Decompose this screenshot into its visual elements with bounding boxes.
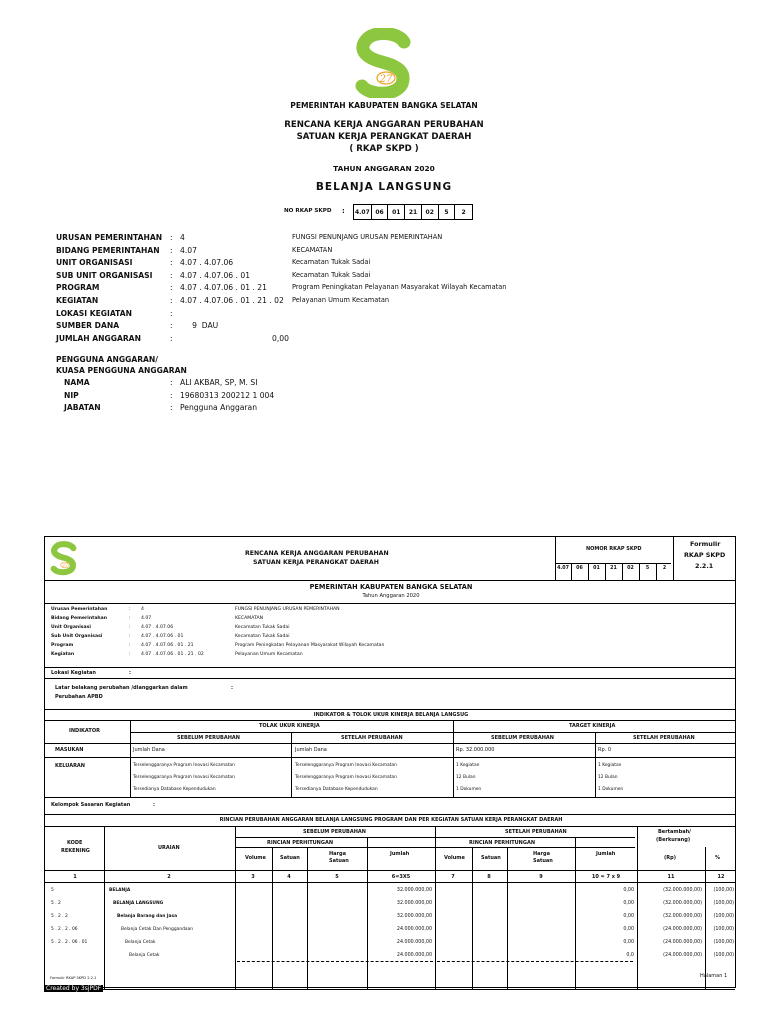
col-volume-2: Volume: [444, 855, 465, 861]
keluaran-sebelum: Tersedianya Database Kependudukan: [133, 787, 216, 792]
masukan-label: MASUKAN: [55, 747, 84, 753]
budget-row-selisih: (32.000.000,00): [663, 888, 702, 893]
col-jumlah-1: Jumlah: [390, 851, 410, 857]
pengguna-colon: :: [170, 403, 173, 412]
form-nomor-part: 01: [593, 566, 600, 571]
keluaran-target-setelah: 12 Bulan: [598, 775, 618, 780]
masukan-target-sebelum: Rp. 32.000.000: [456, 747, 495, 753]
formulir-label-3: 2.2.1: [695, 562, 714, 570]
form-title-2: SATUAN KERJA PERANGKAT DAERAH: [253, 559, 379, 566]
budget-row-uraian: Belanja Cetak: [129, 953, 160, 958]
emblem-number: 27: [379, 74, 393, 85]
column-number: 8: [487, 874, 491, 880]
budget-row-pct: (100,00): [713, 927, 734, 932]
form-nomor-part: 5: [645, 566, 650, 571]
budget-row-jumlah-setelah: 0,00: [623, 914, 634, 919]
cover-field-code: 4: [180, 233, 185, 242]
budget-row-jumlah-sebelum: 24.000.000,00: [396, 940, 432, 945]
col-setelah: SETELAH PERUBAHAN: [505, 829, 567, 835]
col-rp: (Rp): [664, 855, 676, 861]
form-field-label: Urusan Pemerintahan: [51, 607, 108, 612]
budget-row-pct: (100,00): [713, 888, 734, 893]
budget-row-jumlah-setelah: 0,0: [626, 953, 634, 958]
cover-field-label: LOKASI KEGIATAN: [56, 308, 132, 318]
form-nomor-part: 4.07: [557, 566, 569, 571]
keluaran-setelah: Terselenggaranya Program Inovasi Kecamatan: [295, 775, 397, 780]
keluaran-sebelum: Terselenggaranya Program Inovasi Kecamatan: [133, 775, 235, 780]
keluaran-setelah: Terselenggaranya Program Inovasi Kecamatan: [295, 763, 397, 768]
col-jumlah-2: Jumlah: [596, 851, 616, 857]
form-gov-name: PEMERINTAH KABUPATEN BANGKA SELATAN: [309, 583, 473, 591]
pengguna-value: Pengguna Anggaran: [180, 403, 258, 412]
lokasi-colon: :: [129, 670, 131, 676]
footer-left: Formulir RKAP SKPD 2.2.1: [50, 976, 97, 980]
form-field-label: Program: [51, 643, 74, 648]
keluaran-target-sebelum: 1 Dokumen: [456, 787, 482, 792]
jumlah-anggaran-value: 0,00: [272, 333, 289, 343]
cover-gov-name: PEMERINTAH KABUPATEN BANGKA SELATAN: [290, 101, 478, 110]
cover-section: BELANJA LANGSUNG: [315, 181, 453, 193]
cover-title-2: SATUAN KERJA PERANGKAT DAERAH: [296, 132, 472, 142]
budget-row-uraian: BELANJA LANGSUNG: [113, 901, 164, 906]
budget-row-jumlah-setelah: 0,00: [623, 888, 634, 893]
no-rkap-part: 06: [372, 205, 389, 219]
dashed-separator: [437, 961, 633, 962]
latar-label-2: Perubahan APBD: [55, 694, 103, 700]
budget-row-kode: 5 . 2 . 2: [51, 914, 68, 919]
rincian-title: RINCIAN PERUBAHAN ANGGARAN BELANJA LANGSUNG PROGRAM DAN PER KEGIATAN SATUAN KERJA PERANGKAT DAERAH: [219, 817, 563, 823]
form-field-label: Unit Organisasi: [51, 625, 91, 630]
nomor-divider: [605, 563, 606, 580]
budget-row-jumlah-setelah: 0,00: [623, 940, 634, 945]
emblem-logo-icon: [352, 28, 416, 98]
latar-colon: :: [231, 685, 233, 691]
col-harga-2a: Harga: [533, 851, 550, 857]
pengguna-title-1: PENGGUNA ANGGARAN/: [56, 355, 159, 364]
pengguna-label: JABATAN: [64, 403, 101, 412]
column-number: 11: [667, 874, 675, 880]
form-field-code: 4: [141, 607, 144, 612]
cover-field-label: SUMBER DANA: [56, 321, 120, 331]
cover-field-colon: :: [170, 283, 173, 293]
budget-row-kode: 5 . 2 . 2 . 06 . 01: [51, 940, 88, 945]
col-volume-1: Volume: [245, 855, 266, 861]
no-rkap-boxes: [353, 204, 473, 220]
col-uraian: URAIAN: [158, 845, 180, 851]
cover-field-desc: Pelayanan Umum Kecamatan: [292, 296, 390, 304]
formulir-label-1: Formulir: [690, 540, 721, 548]
form-field-colon: :: [129, 607, 131, 612]
budget-row-pct: (100,00): [713, 953, 734, 958]
col-bertambah-1: Bertambah/: [658, 829, 691, 835]
kelompok-label: Kelompok Sasaran Kegiatan: [51, 802, 131, 808]
pengguna-label: NIP: [64, 390, 79, 400]
cover-field-label: KEGIATAN: [56, 296, 99, 305]
form-field-colon: :: [129, 616, 131, 621]
keluaran-sebelum: Terselenggaranya Program Inovasi Kecamatan: [133, 763, 235, 768]
form-nomor-part: 06: [576, 566, 583, 571]
budget-row-pct: (100,00): [713, 940, 734, 945]
tolok-setelah-header: SETELAH PERUBAHAN: [341, 735, 403, 741]
cover-field-label: BIDANG PEMERINTAHAN: [56, 245, 160, 255]
masukan-sebelum: Jumlah Dana: [133, 747, 165, 753]
cover-field-colon: :: [170, 258, 173, 268]
pengguna-title-2: KUASA PENGGUNA ANGGARAN: [56, 366, 187, 375]
keluaran-label: KELUARAN: [55, 763, 85, 769]
form-field-desc: Program Peningkatan Pelayanan Masyarakat Wilayah Kecamatan: [235, 643, 385, 648]
column-number: 4: [287, 874, 291, 880]
column-number: 12: [717, 874, 725, 880]
budget-row-jumlah-sebelum: 24.000.000,00: [396, 927, 432, 932]
cover-field-code: 4.07 . 4.07.06 . 01: [180, 270, 251, 280]
budget-row-pct: (100,00): [713, 914, 734, 919]
cover-field-label: URUSAN PEMERINTAHAN: [56, 233, 163, 242]
budget-row-selisih: (32.000.000,00): [663, 901, 702, 906]
form-field-label: Sub Unit Organisasi: [51, 634, 103, 639]
nomor-divider: [588, 563, 589, 580]
no-rkap-part: 5: [439, 205, 456, 219]
keluaran-target-sebelum: 1 Kegiatan: [456, 763, 480, 768]
lokasi-label: Lokasi Kegiatan: [51, 670, 96, 676]
col-rincian-sebelum: RINCIAN PERHITUNGAN: [267, 840, 334, 846]
cover-field-desc: Kecamatan Tukak Sadai: [292, 258, 371, 267]
cover-field-label: SUB UNIT ORGANISASI: [56, 270, 153, 280]
cover-field-colon: :: [170, 233, 173, 242]
form-field-code: 4.07: [141, 616, 152, 621]
cover-year: TAHUN ANGGARAN 2020: [333, 164, 435, 173]
form-nomor-part: 21: [610, 566, 617, 571]
col-sebelum: SEBELUM PERUBAHAN: [303, 829, 366, 835]
form-field-code: 4.07 . 4.07.06 . 01 . 21 . 02: [141, 652, 204, 657]
cover-field-desc: Program Peningkatan Pelayanan Masyarakat Wilayah Kecamatan: [292, 283, 507, 292]
pengguna-label: NAMA: [64, 378, 90, 387]
form-title-1: RENCANA KERJA ANGGARAN PERUBAHAN: [245, 550, 389, 557]
pengguna-value: 19680313 200212 1 004: [180, 390, 275, 400]
no-rkap-part: 01: [388, 205, 405, 219]
indikator-header: INDIKATOR: [69, 728, 100, 734]
col-harga-2b: Satuan: [533, 858, 553, 864]
form-field-code: 4.07 . 4.07.06: [141, 625, 174, 630]
tolok-sebelum-header: SEBELUM PERUBAHAN: [177, 735, 240, 741]
budget-row-jumlah-sebelum: 24.000.000,00: [396, 953, 432, 958]
budget-row-jumlah-sebelum: 32.000.000,00: [396, 901, 432, 906]
cover-field-colon: :: [170, 333, 173, 343]
nomor-divider: [639, 563, 640, 580]
form-field-desc: Pelayanan Umum Kecamatan: [235, 652, 303, 657]
budget-row-selisih: (24.000.000,00): [663, 940, 702, 945]
column-number: 7: [451, 874, 455, 880]
form-logo-icon: [49, 539, 79, 577]
form-field-desc: KECAMATAN: [235, 616, 264, 621]
col-satuan-1: Satuan: [280, 855, 300, 861]
col-rincian-setelah: RINCIAN PERHITUNGAN: [469, 840, 536, 846]
cover-field-desc: Kecamatan Tukak Sadai: [292, 270, 371, 279]
budget-row-jumlah-sebelum: 32.000.000,00: [396, 888, 432, 893]
budget-row-jumlah-setelah: 0,00: [623, 901, 634, 906]
budget-row-selisih: (24.000.000,00): [663, 953, 702, 958]
cover-field-code: 4.07: [180, 245, 197, 255]
rkap-form: [44, 536, 736, 988]
budget-row-kode: 5: [51, 888, 54, 893]
nomor-divider: [571, 563, 572, 580]
cover-field-desc: KECAMATAN: [292, 245, 333, 254]
column-number: 9: [539, 874, 543, 880]
cover-field-colon: :: [170, 296, 173, 305]
form-field-colon: :: [129, 643, 131, 648]
col-kode-1: KODE: [67, 840, 83, 846]
formulir-label-2: RKAP SKPD: [684, 551, 726, 559]
target-header: TARGET KINERJA: [569, 723, 616, 729]
keluaran-target-sebelum: 12 Bulan: [456, 775, 476, 780]
cover-field-code: 4.07 . 4.07.06 . 01 . 21: [180, 283, 267, 293]
budget-row-uraian: BELANJA: [109, 888, 131, 893]
pengguna-colon: :: [170, 390, 173, 400]
dashed-separator: [237, 961, 433, 962]
tolok-header: TOLAK UKUR KINERJA: [259, 723, 320, 729]
nomor-divider: [622, 563, 623, 580]
form-field-label: Bidang Pemerintahan: [51, 616, 108, 621]
cover-title-1: RENCANA KERJA ANGGARAN PERUBAHAN: [284, 120, 484, 130]
pdf-stamp: Created by 3sjPDF: [46, 985, 102, 992]
no-rkap-part: 4.07: [354, 205, 372, 219]
cover-title-3: ( RKAP SKPD ): [349, 144, 419, 154]
col-pct: %: [715, 855, 721, 861]
budget-row-jumlah-setelah: 0,00: [623, 927, 634, 932]
column-number: 3: [251, 874, 255, 880]
keluaran-setelah: Tersedianya Database Kependudukan: [295, 787, 378, 792]
budget-row-selisih: (32.000.000,00): [663, 914, 702, 919]
target-setelah-header: SETELAH PERUBAHAN: [633, 735, 695, 741]
budget-row-kode: 5 . 2: [51, 901, 61, 906]
form-year: Tahun Anggaran 2020: [362, 593, 420, 599]
form-field-desc: Kecamatan Tukak Sadai: [235, 634, 290, 639]
footer-right: Halaman 1: [700, 973, 728, 979]
masukan-setelah: Jumlah Dana: [295, 747, 327, 753]
pengguna-value: ALI AKBAR, SP, M. SI: [180, 378, 258, 387]
cover-field-label: UNIT ORGANISASI: [56, 258, 133, 268]
cover-field-label: PROGRAM: [56, 283, 100, 293]
column-number: 10 = 7 x 9: [591, 874, 621, 880]
budget-row-uraian: Belanja Cetak: [125, 940, 156, 945]
cover-field-code: 4.07 . 4.07.06 . 01 . 21 . 02: [180, 296, 284, 305]
cover-field-colon: :: [170, 245, 173, 255]
pengguna-colon: :: [170, 378, 173, 387]
no-rkap-part: 2: [461, 208, 466, 216]
form-logo-number: 27: [61, 563, 68, 569]
column-number: 1: [73, 874, 77, 880]
cover-field-code: 9 DAU: [180, 321, 219, 331]
col-harga-1a: Harga: [329, 851, 346, 857]
form-field-label: Kegiatan: [51, 652, 75, 657]
cover-field-label: JUMLAH ANGGARAN: [56, 333, 141, 343]
form-nomor-label: NOMOR RKAP SKPD: [586, 546, 642, 552]
cover-field-desc: FUNGSI PENUNJANG URUSAN PEMERINTAHAN: [292, 233, 443, 241]
col-harga-1b: Satuan: [329, 858, 349, 864]
no-rkap-part: 21: [405, 205, 422, 219]
form-field-code: 4.07 . 4.07.06 . 01: [141, 634, 184, 639]
form-field-colon: :: [129, 625, 131, 630]
budget-row-jumlah-sebelum: 32.000.000,00: [396, 914, 432, 919]
form-nomor-part: 02: [627, 566, 634, 571]
no-rkap-part: 02: [422, 205, 439, 219]
column-number: 5: [335, 874, 339, 880]
form-field-colon: :: [129, 634, 131, 639]
budget-row-pct: (100,00): [713, 901, 734, 906]
col-kode-2: REKENING: [61, 848, 90, 854]
budget-row-kode: 5 . 2 . 2 . 06: [51, 927, 78, 932]
form-field-desc: Kecamatan Tukak Sadai: [235, 625, 290, 630]
form-field-colon: :: [129, 652, 131, 657]
keluaran-target-setelah: 1 Kegiatan: [598, 763, 622, 768]
column-number: 2: [167, 874, 171, 880]
cover-field-colon: :: [170, 270, 173, 280]
masukan-target-setelah: Rp. 0: [598, 747, 612, 753]
form-nomor-part: 2: [662, 566, 667, 571]
col-satuan-2: Satuan: [481, 855, 501, 861]
keluaran-target-setelah: 1 Dokumen: [598, 787, 624, 792]
budget-row-uraian: Belanja Cetak Dan Penggandaan: [121, 927, 194, 932]
cover-field-colon: :: [170, 308, 173, 318]
kelompok-colon: :: [153, 802, 155, 808]
column-number: 6=3X5: [391, 874, 411, 880]
indikator-title: INDIKATOR & TOLOK UKUR KINERJA BELANJA LANGSUG: [313, 712, 469, 718]
target-sebelum-header: SEBELUM PERUBAHAN: [491, 735, 554, 741]
no-rkap-colon: :: [342, 207, 345, 215]
cover-field-colon: :: [170, 321, 173, 331]
no-rkap-label: NO RKAP SKPD: [284, 208, 332, 214]
form-field-desc: FUNGSI PENUNJANG URUSAN PEMERINTAHAN: [235, 607, 340, 612]
form-field-code: 4.07 . 4.07.06 . 01 . 21: [141, 643, 194, 648]
budget-row-selisih: (24.000.000,00): [663, 927, 702, 932]
budget-row-uraian: Belanja Barang dan Jasa: [117, 914, 178, 919]
nomor-divider: [656, 563, 657, 580]
col-bertambah-2: (Berkurang): [656, 837, 691, 843]
latar-label-1: Latar belakang perubahan /dianggarkan dalam: [55, 685, 188, 691]
cover-field-code: 4.07 . 4.07.06: [180, 258, 234, 268]
